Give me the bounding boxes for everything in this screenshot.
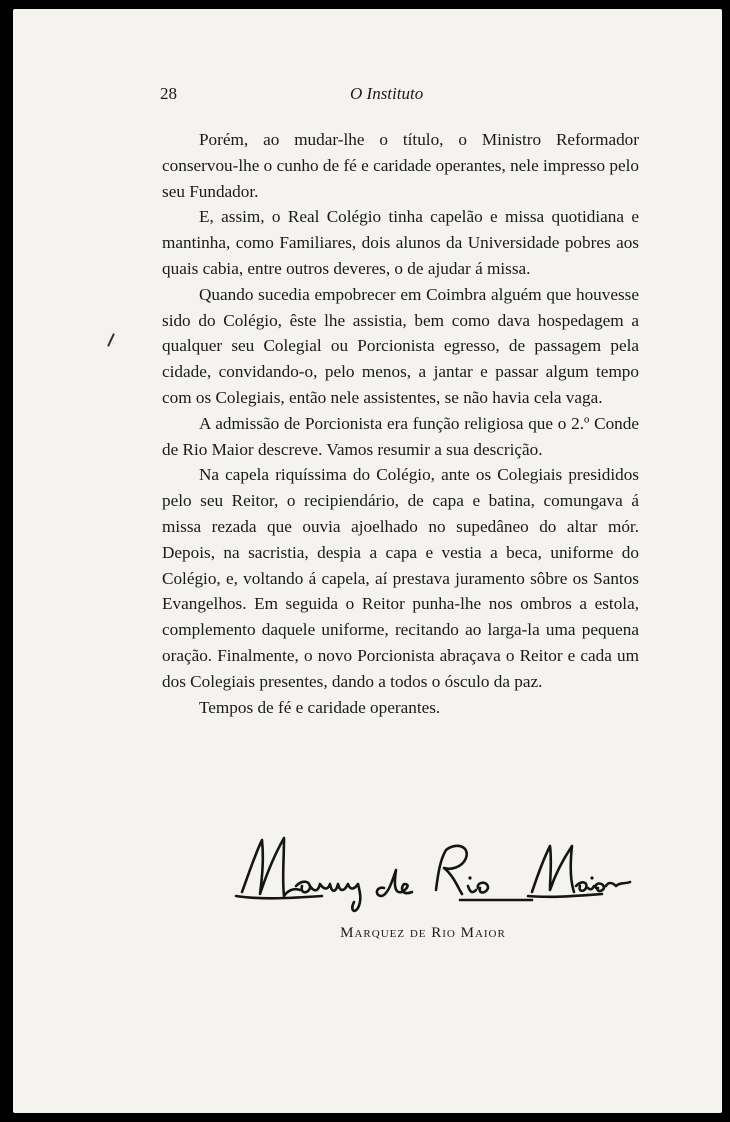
paragraph: Porém, ao mudar-lhe o título, o Ministro Reformador conservou-lhe o cunho de fé e caridade operantes, nele impresso pelo seu Fundador. <box>162 130 639 201</box>
handwritten-signature <box>232 830 642 920</box>
body-text <box>162 127 639 720</box>
page-header <box>0 78 730 108</box>
paragraph: Tempos de fé e caridade operantes. <box>199 697 441 717</box>
signature-drawing <box>232 830 642 920</box>
running-title: O Instituto <box>350 84 424 103</box>
page-number: 28 <box>160 84 177 103</box>
paragraph: Na capela riquíssima do Colégio, ante os Colegiais presididos pelo seu Reitor, o recipiendário, de capa e batina, comungava á missa rezada que ouvia ajoelhado no supedâneo do altar mór. Depois, na sacristia, despia a capa e vestia a beca, uniforme do Colégio, e, voltando á capela, aí prestava juramento sôbre os Santos Evangelhos. Em seguida o Reitor punha-lhe nos ombros a estola, complemento daquele uniforme, recitando ao larga-la uma pequena oração. Finalmente, o novo Porcionista abraçava o Reitor e cada um dos Colegiais presentes, dando a todos o ósculo da paz. <box>162 465 639 691</box>
paragraph: A admissão de Porcionista era função religiosa que o 2.º Conde de Rio Maior descreve. Vamos resumir a sua descrição. <box>162 413 639 459</box>
printed-signature-name: Marquez de Rio Maior <box>340 925 506 941</box>
paragraph: Quando sucedia empobrecer em Coimbra alguém que houvesse sido do Colégio, êste lhe assistia, bem como dava hospedagem a qualquer seu Colegial ou Porcionista egresso, de passagem pela cidade, convidando-o, pelo menos, a jantar e passar algum tempo com os Colegiais, então nele assistentes, se não havia cela vaga. <box>162 284 639 407</box>
paragraph: E, assim, o Real Colégio tinha capelão e missa quotidiana e mantinha, como Familiares, dois alunos da Universidade pobres aos quais cabia, entre outros deveres, o de ajudar á missa. <box>162 207 639 278</box>
